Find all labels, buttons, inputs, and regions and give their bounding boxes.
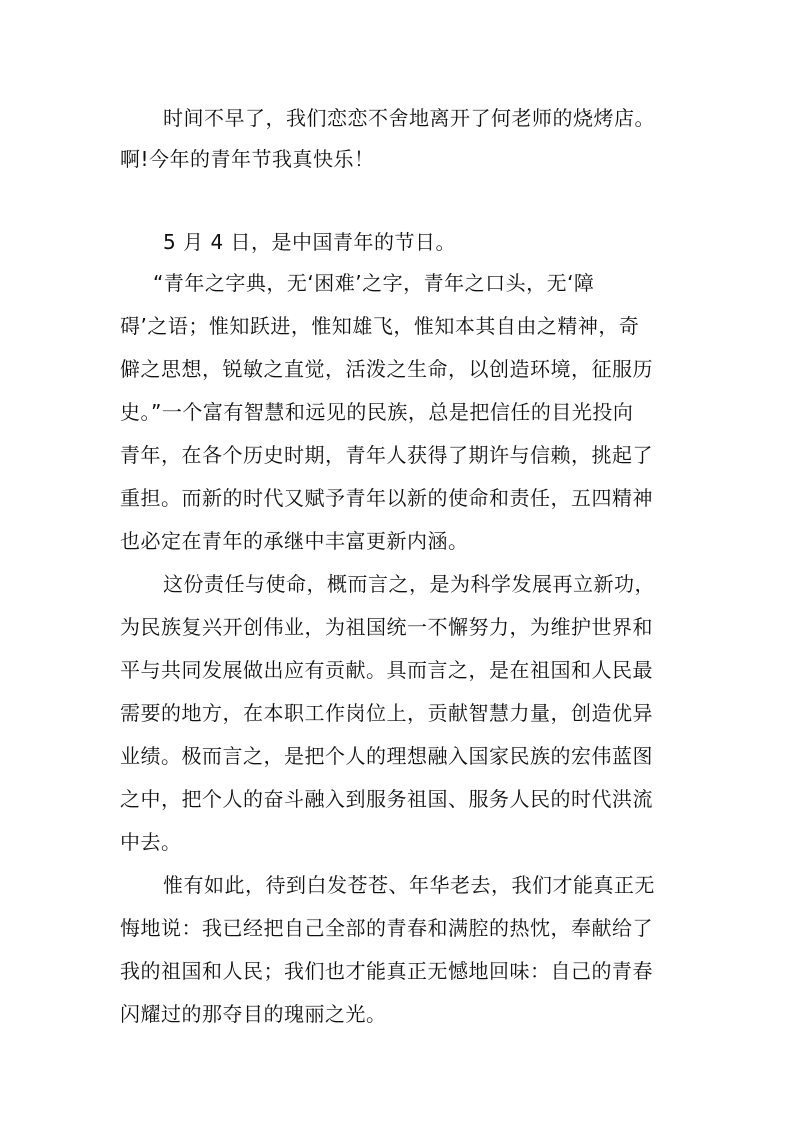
paragraph-line: 也必定在青年的承继中丰富更新内涵。 bbox=[120, 529, 469, 553]
paragraph-line: 需要的地方，在本职工作岗位上，贡献智慧力量，创造优异 bbox=[120, 701, 653, 725]
paragraph-line: 惟有如此，待到白发苍苍、年华老去，我们才能真正无 bbox=[163, 873, 655, 897]
paragraph-line: “青年之字典，无‘困难’之字，青年之口头，无‘障 bbox=[153, 271, 595, 295]
paragraph-line: 青年，在各个历史时期，青年人获得了期许与信赖，挑起了 bbox=[120, 443, 653, 467]
paragraph-line: 僻之思想，锐敏之直觉，活泼之生命，以创造环境，征服历 bbox=[120, 357, 653, 381]
paragraph-line: 重担。而新的时代又赋予青年以新的使命和责任，五四精神 bbox=[120, 486, 653, 510]
paragraph-line: 之中，把个人的奋斗融入到服务祖国、服务人民的时代洪流 bbox=[120, 787, 653, 811]
paragraph-line: 时间不早了，我们恋恋不舍地离开了何老师的烧烤店。 bbox=[163, 106, 655, 130]
paragraph-line: 5 月 4 日，是中国青年的节日。 bbox=[163, 230, 457, 254]
paragraph-line: 悔地说：我已经把自己全部的青春和满腔的热忱，奉献给了 bbox=[120, 916, 653, 940]
paragraph-line: 我的祖国和人民；我们也才能真正无憾地回味：自己的青春 bbox=[120, 959, 653, 983]
paragraph-line: 闪耀过的那夺目的瑰丽之光。 bbox=[120, 1002, 387, 1026]
paragraph-line: 这份责任与使命，概而言之，是为科学发展再立新功， bbox=[163, 572, 655, 596]
paragraph-line: 为民族复兴开创伟业，为祖国统一不懈努力，为维护世界和 bbox=[120, 615, 653, 639]
paragraph-line: 史。”一个富有智慧和远见的民族，总是把信任的目光投向 bbox=[120, 400, 634, 424]
paragraph-line: 平与共同发展做出应有贡献。具而言之，是在祖国和人民最 bbox=[120, 658, 653, 682]
paragraph-line: 中去。 bbox=[120, 830, 182, 854]
paragraph-line: 碍’之语；惟知跃进，惟知雄飞，惟知本其自由之精神，奇 bbox=[120, 314, 640, 338]
paragraph-line: 业绩。极而言之，是把个人的理想融入国家民族的宏伟蓝图 bbox=[120, 744, 653, 768]
paragraph-line: 啊!今年的青年节我真快乐！ bbox=[120, 147, 375, 171]
